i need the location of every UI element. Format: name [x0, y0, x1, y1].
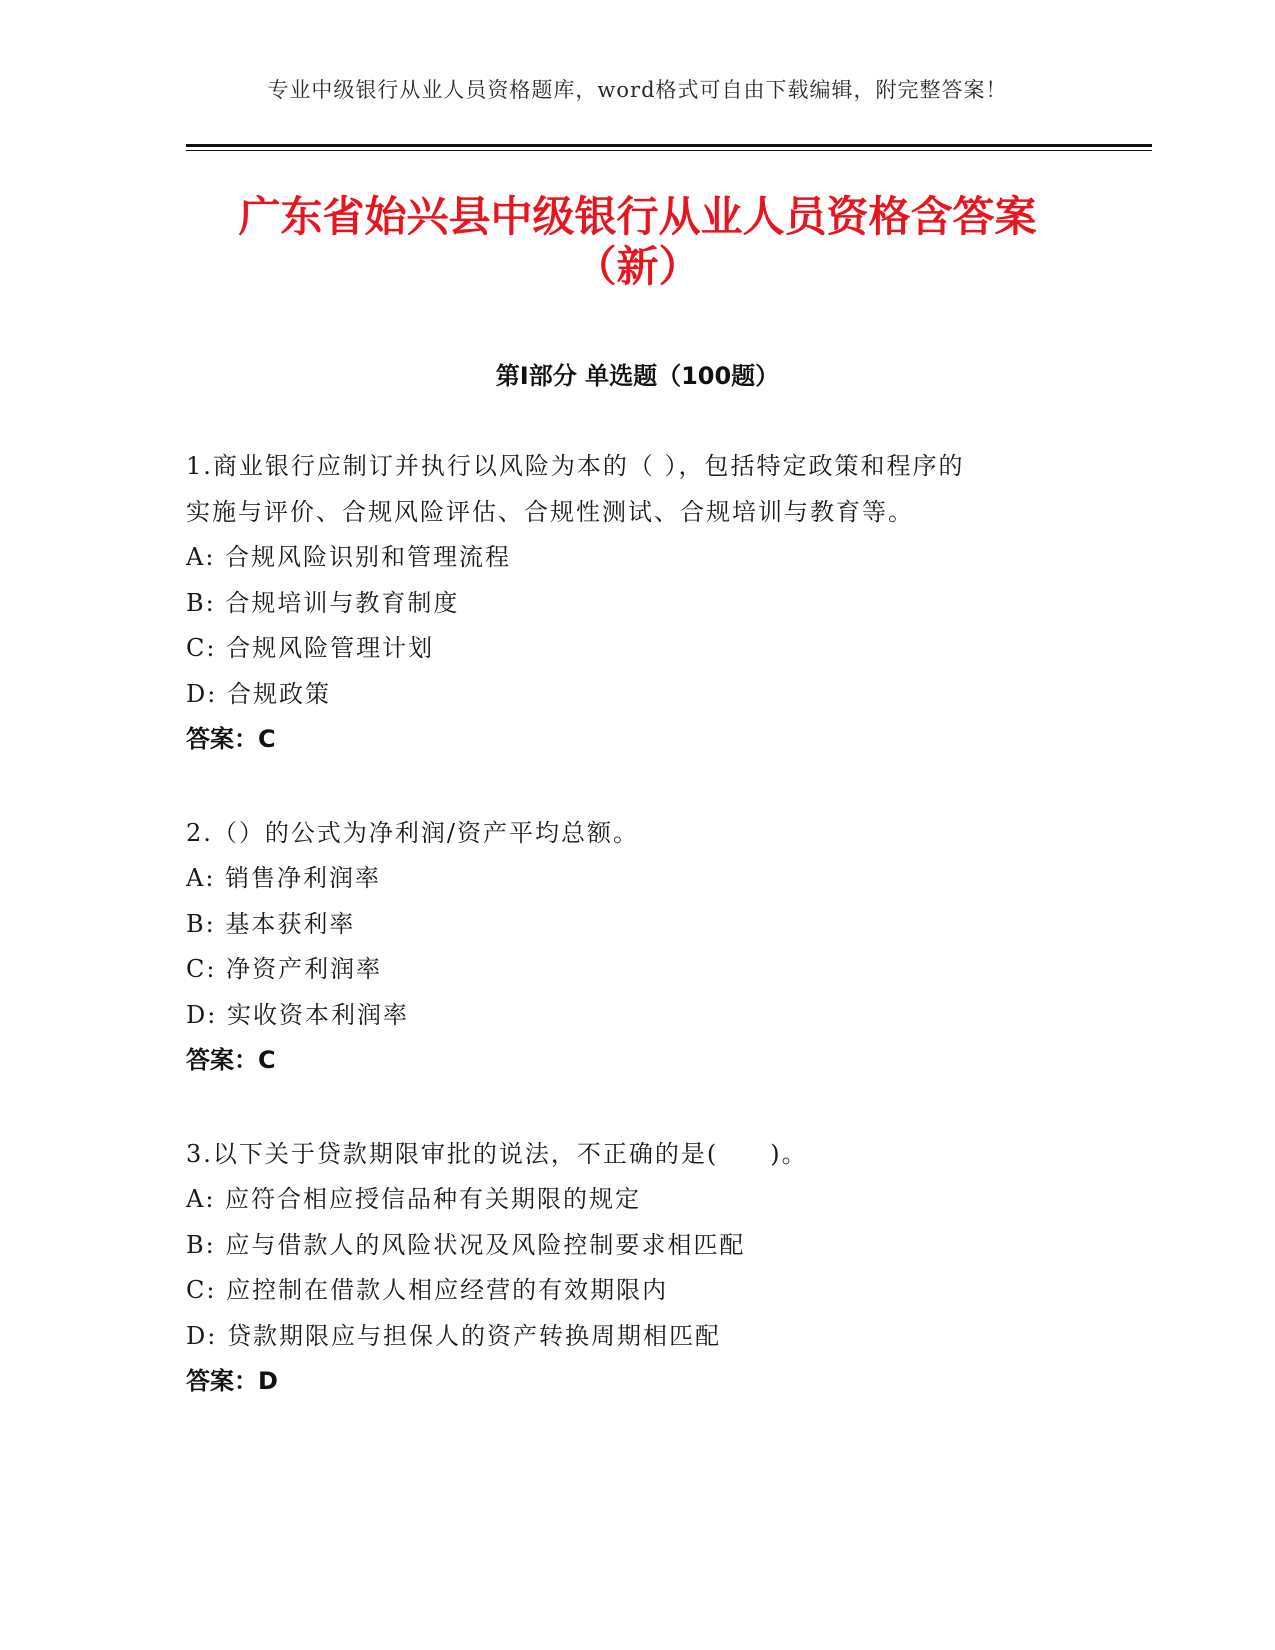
option-b: B: 合规培训与教育制度	[186, 588, 460, 617]
option-c: C: 净资产利润率	[186, 955, 383, 983]
option-d: D: 贷款期限应与担保人的资产转换周期相匹配	[186, 1321, 721, 1350]
option-c: C: 应控制在借款人相应经营的有效期限内	[186, 1276, 669, 1304]
section-title: 第Ⅰ部分 单选题（100题）	[495, 362, 780, 390]
document-title-line1: 广东省始兴县中级银行从业人员资格含答案	[238, 192, 1037, 241]
question-2	[186, 811, 1086, 1084]
question-3	[186, 1132, 1086, 1405]
document-title-line2: （新）	[574, 242, 701, 291]
answer: 答案：C	[186, 1046, 276, 1074]
document-title	[150, 192, 1125, 292]
option-a: A: 销售净利润率	[186, 864, 382, 892]
option-b: B: 基本获利率	[186, 909, 356, 938]
question-stem: 1.商业银行应制订并执行以风险为本的（ ），包括特定政策和程序的	[186, 452, 965, 480]
header-divider-thin	[186, 150, 1152, 151]
option-d: D: 合规政策	[186, 679, 331, 708]
answer: 答案：C	[186, 725, 276, 753]
question-stem: 2.（）的公式为净利润/资产平均总额。	[186, 818, 639, 847]
option-d: D: 实收资本利润率	[186, 1000, 409, 1029]
question-stem: 3.以下关于贷款期限审批的说法，不正确的是( )。	[186, 1139, 808, 1168]
question-list	[186, 444, 1086, 1453]
question-stem-continued: 实施与评价、合规风险评估、合规性测试、合规培训与教育等。	[186, 497, 914, 526]
question-1	[186, 444, 1086, 763]
header-note: 专业中级银行从业人员资格题库，word格式可自由下载编辑，附完整答案！	[267, 78, 1008, 102]
answer: 答案：D	[186, 1367, 278, 1395]
option-b: B: 应与借款人的风险状况及风险控制要求相匹配	[186, 1230, 746, 1259]
option-a: A: 合规风险识别和管理流程	[186, 543, 512, 571]
option-a: A: 应符合相应授信品种有关期限的规定	[186, 1185, 642, 1213]
option-c: C: 合规风险管理计划	[186, 634, 435, 662]
header-divider-thick	[186, 144, 1152, 147]
